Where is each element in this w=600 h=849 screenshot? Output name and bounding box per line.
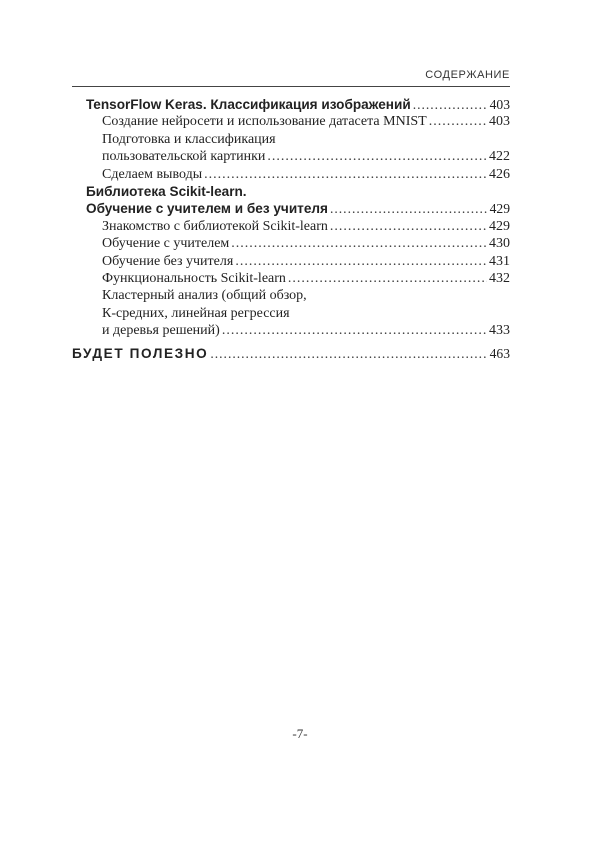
page-number: -7-: [292, 726, 308, 741]
toc-entry: [72, 113, 510, 130]
toc-entry: [72, 166, 510, 183]
toc-entry: [72, 96, 510, 113]
toc-entry-title: TensorFlow Keras. Классификация изображений: [86, 97, 411, 112]
toc-entry-title: Создание нейросети и использование датасета MNIST: [102, 114, 427, 130]
dot-leader: [235, 253, 487, 270]
toc-entry-line-with-page: [86, 200, 510, 217]
toc-entry: [72, 270, 510, 287]
toc-entry-title: Обучение с учителем и без учителя: [86, 201, 328, 217]
toc-entry-line-with-page: [102, 166, 510, 183]
toc-entry-page: 433: [489, 323, 510, 339]
toc-entry-line: [102, 305, 510, 322]
toc-entry: [72, 218, 510, 235]
toc-entry-line-with-page: [102, 235, 510, 252]
header-rule: [72, 86, 510, 87]
toc-entry-page: 422: [489, 149, 510, 165]
toc-entry-title: Сделаем выводы: [102, 166, 203, 182]
dot-leader: [288, 270, 487, 287]
toc-entry-line-with-page: [72, 345, 510, 362]
table-of-contents: [72, 96, 510, 362]
toc-entry-title: Обучение с учителем: [102, 236, 230, 252]
toc-entry-page: 403: [489, 97, 510, 112]
toc-entry: [72, 235, 510, 252]
toc-entry-page: 430: [489, 236, 510, 252]
toc-entry-title: Библиотека Scikit-learn.: [86, 184, 247, 200]
toc-entry-page: 426: [489, 166, 510, 182]
dot-leader: [231, 235, 487, 252]
toc-entry-page: 463: [489, 345, 510, 361]
toc-entry-line: [102, 131, 510, 148]
dot-leader: [413, 96, 488, 113]
toc-entry-title: К-средних, линейная регрессия: [102, 305, 290, 321]
toc-entry-line-with-page: [86, 96, 510, 113]
toc-entry-title: Знакомство с библиотекой Scikit-learn: [102, 218, 328, 234]
dot-leader: [330, 218, 487, 235]
toc-entry: [72, 287, 510, 339]
dot-leader: [222, 322, 487, 339]
toc-entry-line-with-page: [102, 218, 510, 235]
toc-entry: [72, 253, 510, 270]
toc-entry-title: Обучение без учителя: [102, 253, 234, 269]
toc-entry-title: БУДЕТ ПОЛЕЗНО: [72, 345, 209, 361]
toc-entry-page: 429: [489, 218, 510, 234]
toc-entry-line-with-page: [102, 322, 510, 339]
toc-entry-title: Подготовка и классификация: [102, 131, 276, 147]
toc-entry-page: 432: [489, 271, 510, 287]
toc-entry-line: [86, 183, 510, 200]
dot-leader: [330, 200, 488, 217]
toc-entry-page: 431: [489, 253, 510, 269]
dot-leader: [210, 345, 487, 362]
toc-entry-page: 429: [489, 201, 510, 217]
toc-entry-title: и деревья решений): [102, 323, 220, 339]
toc-entry-page: 403: [489, 114, 510, 130]
toc-entry-line-with-page: [102, 113, 510, 130]
toc-entry-line-with-page: [102, 253, 510, 270]
dot-leader: [204, 166, 487, 183]
toc-entry-title: пользовательской картинки: [102, 149, 266, 165]
toc-entry-title: Функциональность Scikit-learn: [102, 271, 286, 287]
toc-entry-line-with-page: [102, 148, 510, 165]
toc-entry: [72, 131, 510, 166]
running-header: СОДЕРЖАНИЕ: [425, 69, 510, 81]
toc-entry: [72, 183, 510, 218]
dot-leader: [267, 148, 487, 165]
toc-entry: [72, 345, 510, 362]
toc-entry-line: [102, 287, 510, 304]
toc-entry-line-with-page: [102, 270, 510, 287]
dot-leader: [429, 113, 487, 130]
toc-entry-title: Кластерный анализ (общий обзор,: [102, 288, 307, 304]
